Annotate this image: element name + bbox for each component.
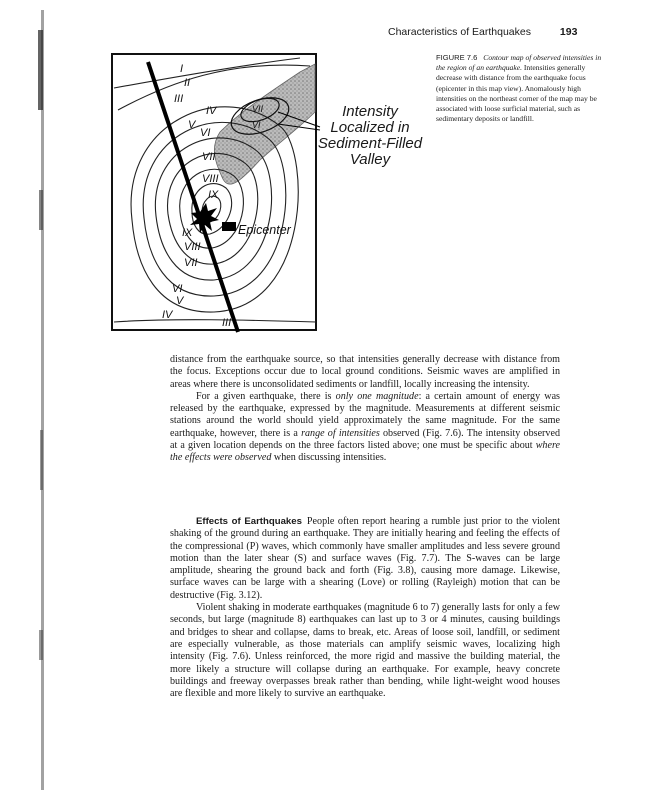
annotation-line: Sediment-Filled — [317, 135, 423, 152]
running-header — [388, 26, 577, 38]
contour-label: VI — [252, 120, 261, 130]
caption-label: FIGURE 7.6 — [436, 53, 478, 62]
paragraph: For a given earthquake, there is only one magnitude: a certain amount of energy was released by the earthquake, expressed by the magnitude. Measurements at different seismic stations around the world should yield approximately the same magnitude. For the same earthquake, however, there is a range of intensities observed (Fig. 7.6). The intensity observed at a given location depends on the three factors listed above; one must be specific about where the effects were observed when discussing intensities. — [170, 390, 560, 464]
paragraph: Violent shaking in moderate earthquakes (magnitude 6 to 7) generally lasts for only a few seconds, but large (magnitude 8) earthquakes can last up to 3 or 4 minutes, causing buildings and bridges to shear and collapse, dams to break, etc. Areas of loose soil, landfill, or sediment are especially vulnerable, as those materials can amplify seismic waves, localizing high intensity (Fig. 7.6). Unless reinforced, the more rigid and massive the building material, the more likely a structure will collapse during an earthquake. For example, heavy concrete buildings and freeway overpasses break rather than bending, while light-weight wood houses are flexible and more likely to survive an earthquake. — [170, 602, 560, 700]
contour-label: VIII — [184, 241, 201, 253]
contour-label: V — [188, 119, 196, 131]
header-title: Characteristics of Earthquakes — [388, 26, 531, 38]
epicenter-pointer — [222, 222, 236, 231]
section-heading: Effects of Earthquakes — [196, 516, 302, 527]
contour-label: VII — [252, 104, 264, 114]
page-number: 193 — [559, 26, 578, 38]
annotation-line: Valley — [349, 151, 391, 168]
contour-label: VII — [184, 257, 198, 269]
intensity-contour-map — [110, 52, 430, 337]
paragraph: distance from the earthquake source, so that intensities generally decrease with distance from the focus. Exceptions occur due to local ground conditions. Seismic waves are amplified in areas where there is unconsolidated sediments or landfill, locally increasing the intensity. — [170, 354, 560, 390]
body-text-top — [170, 354, 560, 465]
annotation-line: Intensity — [342, 103, 398, 120]
paragraph: Effects of Earthquakes People often report hearing a rumble just prior to the violent shaking of the ground during an earthquake. They are initially hearing and feeling the effects of the compressional (P) waves, which commonly have smaller amplitudes and less severe ground motion than the later shear (S) and surface waves (Fig. 7.7). The S-waves can be large amplitude, shearing the ground back and forth (Fig. 3.8), causing more damage. Likewise, surface waves can be large with a shearing (Love) or rolling (Rayleigh) motion that can be destructive (Fig. 3.12). — [170, 516, 560, 601]
contour-label: IV — [162, 309, 173, 321]
contour-label: I — [180, 63, 184, 75]
contour-label: IV — [206, 105, 217, 117]
caption-body: Intensities generally decrease with distance from the earthquake focus (epicenter in this map view). Anomalously high intensities on the northeast corner of the map may be associated with loose surficial material, such as sedimentary deposits or landfill. — [436, 63, 597, 124]
contour-label: VI — [172, 283, 183, 295]
contour-label: IX — [208, 189, 219, 201]
contour-label: V — [176, 295, 184, 307]
figure-caption — [436, 53, 606, 124]
page-binding-edge — [36, 10, 50, 790]
contour-label: IX — [182, 227, 193, 239]
contour-label: III — [174, 93, 184, 105]
epicenter-label: Epicenter — [238, 223, 291, 237]
valley-annotation — [306, 104, 434, 168]
caption-title: Contour map of observed intensities in the region of an earthquake. — [436, 53, 602, 73]
annotation-line: Localized in — [330, 119, 410, 136]
contour-label: VIII — [202, 173, 219, 185]
body-text-bottom — [170, 516, 560, 700]
contour-label: VI — [200, 127, 211, 139]
contour-label: III — [222, 317, 232, 329]
contour-label: II — [184, 77, 191, 89]
contour-label: VII — [202, 151, 216, 163]
